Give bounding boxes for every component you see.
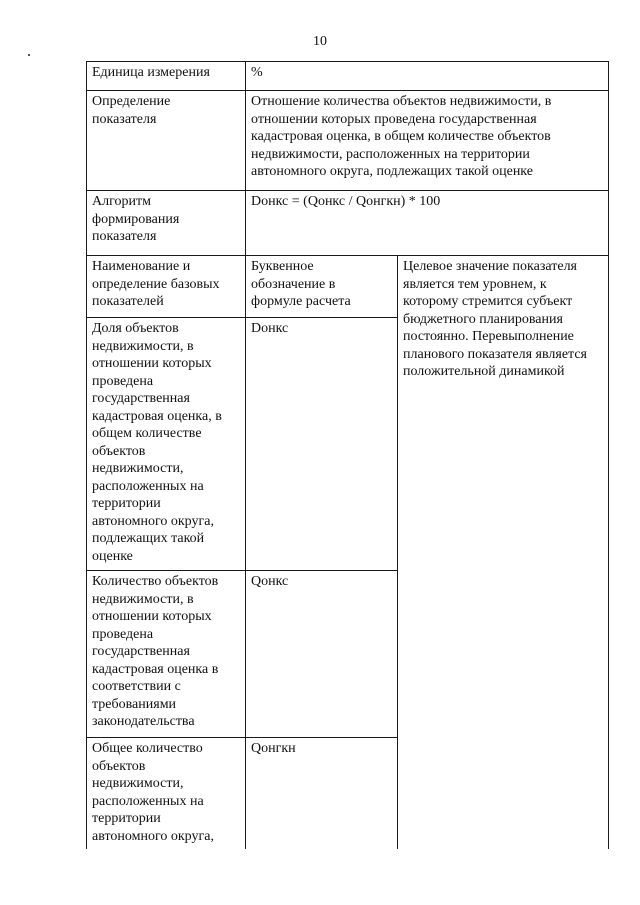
target-value-text: Целевое значение показателя является тем уровнем, к которому стремится субъект бюджетного планирования постоянно. Перевыполнение планового показателя является положительной динамикой <box>403 259 587 379</box>
unit-value-cell <box>246 62 609 91</box>
base-row-name: Общее количество объектов недвижимости, расположенных на территории автономного округа, <box>92 741 214 844</box>
algorithm-formula: Dонкс = (Qонкс / Qонгкн) * 100 <box>251 194 441 209</box>
base-row-symbol: Qонкс <box>251 574 289 589</box>
base-row-name: Количество объектов недвижимости, в отношении которых проведена государственная кадастровая оценка в соответствии с требованиями законодательства <box>92 574 219 729</box>
base-row-name-cell <box>87 738 246 850</box>
algorithm-label-cell <box>87 191 246 256</box>
base-row-symbol-cell <box>246 738 398 850</box>
unit-label: Единица измерения <box>92 65 210 80</box>
definition-value-cell <box>246 91 609 191</box>
row-algorithm <box>87 191 609 256</box>
unit-label-cell <box>87 62 246 91</box>
base-row-name-cell <box>87 318 246 571</box>
scan-mark <box>28 54 30 56</box>
target-value-cell <box>398 256 609 850</box>
page-number: 10 <box>313 34 327 49</box>
indicator-passport-table <box>86 61 609 849</box>
base-row-symbol-cell <box>246 571 398 738</box>
base-symbol-header: Буквенное обозначение в формуле расчета <box>251 259 351 309</box>
row-definition <box>87 91 609 191</box>
base-name-header: Наименование и определение базовых показателей <box>92 259 220 309</box>
algorithm-formula-cell <box>246 191 609 256</box>
base-row-symbol-cell <box>246 318 398 571</box>
row-base-header <box>87 256 609 318</box>
definition-label: Определение показателя <box>92 94 171 127</box>
definition-value: Отношение количества объектов недвижимости, в отношении которых проведена государственная кадастровая оценка, в общем количестве объектов недвижимости, расположенных на территории автономного округа, подлежащих такой оценке <box>251 94 552 179</box>
base-row-name: Доля объектов недвижимости, в отношении которых проведена государственная кадастровая оценка, в общем количестве объектов недвижимости, расположенных на территории автономного округа, подлежащих такой оценке <box>92 321 222 564</box>
algorithm-label: Алгоритм формирования показателя <box>92 194 180 244</box>
row-unit <box>87 62 609 91</box>
definition-label-cell <box>87 91 246 191</box>
base-row-name-cell <box>87 571 246 738</box>
base-symbol-header-cell <box>246 256 398 318</box>
base-name-header-cell <box>87 256 246 318</box>
unit-value: % <box>251 65 263 80</box>
base-row-symbol: Dонкс <box>251 321 289 336</box>
base-row-symbol: Qонгкн <box>251 741 296 756</box>
